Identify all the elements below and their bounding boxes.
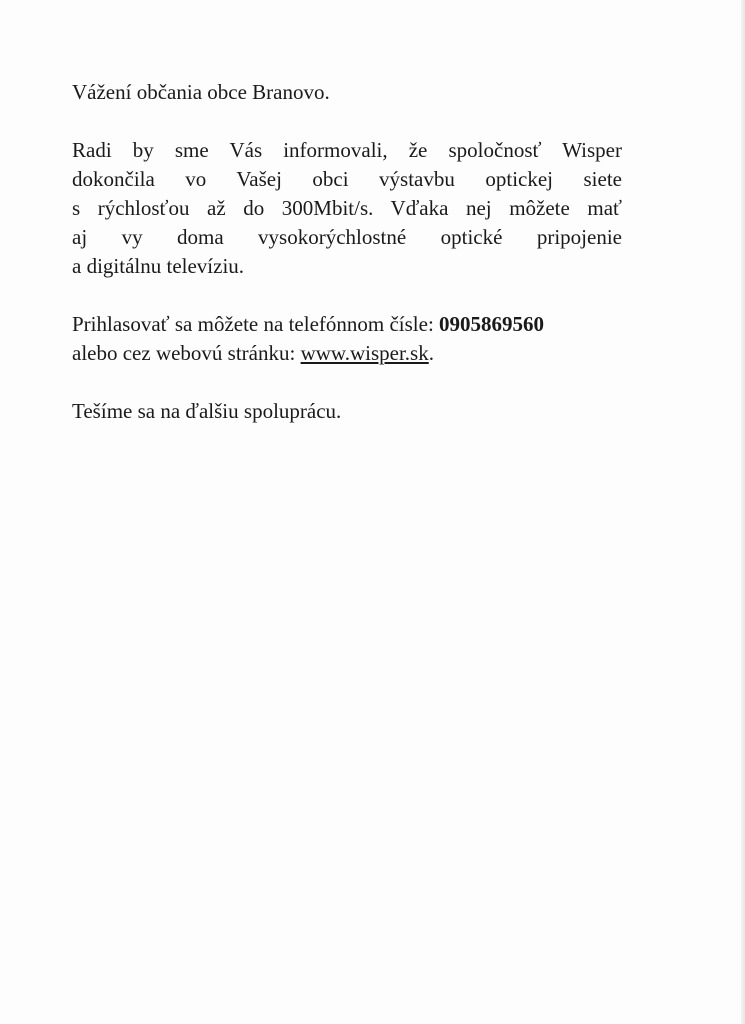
contact-line-2 [72,339,622,368]
contact-period: . [428,341,434,365]
contact-line-1 [72,310,622,339]
body-line-1: Radi by sme Vás informovali, že spoločnosť Wisper [72,138,622,162]
phone-number: 0905869560 [439,312,545,336]
closing-text: Tešíme sa na ďalšiu spoluprácu. [72,399,342,423]
contact-phone-label: Prihlasovať sa môžete na telefónnom čísle: [72,312,440,336]
body-line-5: a digitálnu televíziu. [72,254,245,278]
scan-edge [741,0,745,1024]
info-paragraph [72,136,622,281]
contact-paragraph [72,310,622,368]
body-line-2: dokončila vo Vašej obci výstavbu optickej siete [72,167,622,191]
website-link[interactable]: www.wisper.sk [300,341,429,365]
body-line-4: aj vy doma vysokorýchlostné optické pripojenie [72,225,622,249]
contact-web-label: alebo cez webovú stránku: [72,341,301,365]
letter-body [72,78,622,455]
closing [72,397,622,426]
greeting [72,78,622,107]
body-line-3: s rýchlosťou až do 300Mbit/s. Vďaka nej môžete mať [72,196,622,220]
greeting-text: Vážení občania obce Branovo. [72,80,330,104]
